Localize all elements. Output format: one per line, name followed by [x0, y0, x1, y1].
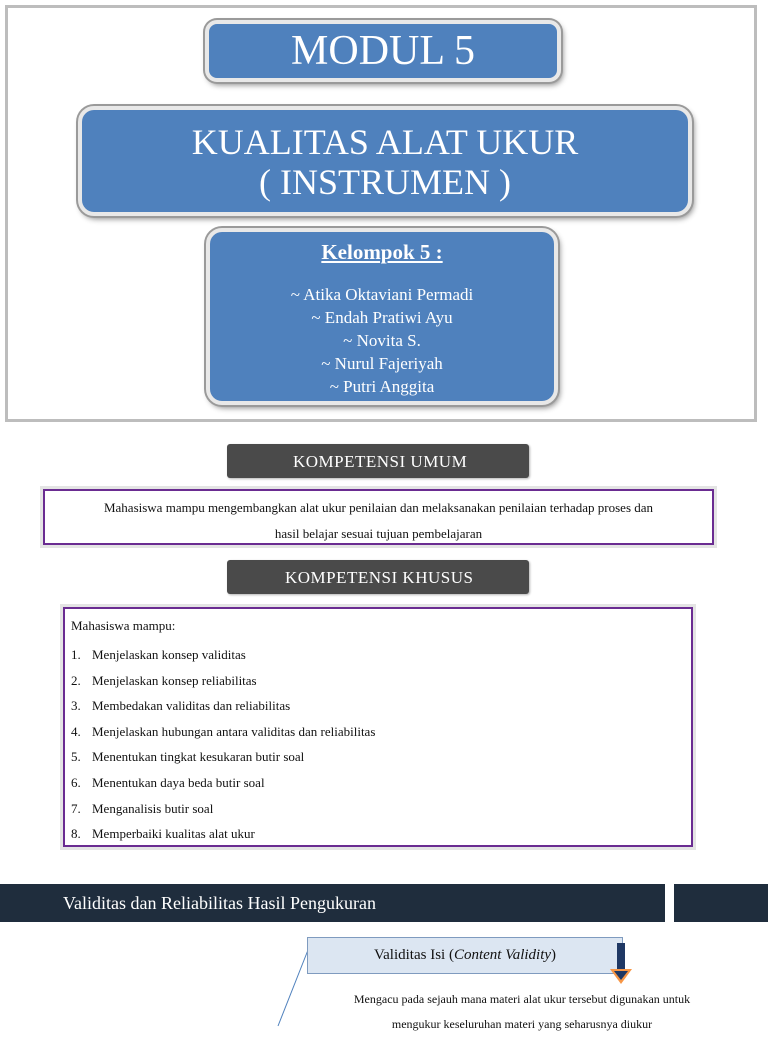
- member-name: ~ Nurul Fajeriyah: [321, 354, 443, 373]
- kompetensi-umum-label: [227, 444, 529, 478]
- kompetensi-khusus-label-text: KOMPETENSI KHUSUS: [285, 568, 474, 587]
- list-item: 4. Menjelaskan hubungan antara validitas dan reliabilitas: [71, 723, 376, 739]
- validitas-isi-desc-line2: mengukur keseluruhan materi yang seharusnya diukur: [391, 1017, 653, 1031]
- validitas-isi-desc-line1: Mengacu pada sejauh mana materi alat ukur tersebut digunakan untuk: [353, 992, 691, 1006]
- list-item: 3. Membedakan validitas dan reliabilitas: [71, 698, 291, 714]
- section-bar-end: [674, 884, 768, 922]
- member-name: ~ Novita S.: [343, 331, 421, 350]
- member-name: ~ Endah Pratiwi Ayu: [311, 308, 453, 327]
- main-title-line2: ( INSTRUMEN ): [259, 162, 511, 202]
- group-box: [206, 228, 558, 405]
- validitas-isi-box: Validitas Isi (Content Validity): [307, 937, 623, 974]
- kompetensi-khusus-intro: Mahasiswa mampu:: [71, 618, 176, 633]
- validitas-isi-description: [300, 987, 744, 1037]
- kompetensi-khusus-box: [63, 607, 693, 847]
- section-title: Validitas dan Reliabilitas Hasil Pengukuran: [63, 893, 376, 913]
- list-item: 7. Menganalisis butir soal: [71, 800, 214, 816]
- list-item: 5. Menentukan tingkat kesukaran butir soal: [71, 749, 305, 765]
- list-item: 8. Memperbaiki kualitas alat ukur: [71, 826, 255, 842]
- list-item: 2. Menjelaskan konsep reliabilitas: [71, 672, 257, 688]
- kompetensi-khusus-label: [227, 560, 529, 594]
- validitas-isi-italic: Content Validity: [453, 947, 552, 963]
- kompetensi-umum-box: [43, 489, 714, 545]
- section-title-bar: [0, 884, 665, 922]
- group-heading: Kelompok 5 :: [321, 240, 443, 264]
- list-item: 6. Menentukan daya beda butir soal: [71, 774, 265, 790]
- main-title: [78, 106, 692, 216]
- modul-title-text: MODUL 5: [291, 28, 475, 74]
- kompetensi-umum-line2: hasil belajar sesuai tujuan pembelajaran: [274, 526, 483, 541]
- member-name: ~ Putri Anggita: [329, 377, 435, 396]
- modul-title: [205, 20, 561, 82]
- main-title-line1: KUALITAS ALAT UKUR: [191, 122, 579, 162]
- arrow-down-icon: [608, 943, 634, 985]
- kompetensi-umum-label-text: KOMPETENSI UMUM: [293, 452, 468, 471]
- list-item: 1. Menjelaskan konsep validitas: [71, 647, 246, 662]
- member-name: ~ Atika Oktaviani Permadi: [290, 285, 474, 304]
- kompetensi-umum-line1: Mahasiswa mampu mengembangkan alat ukur penilaian dan melaksanakan penilaian terhadap proses dan: [103, 500, 654, 515]
